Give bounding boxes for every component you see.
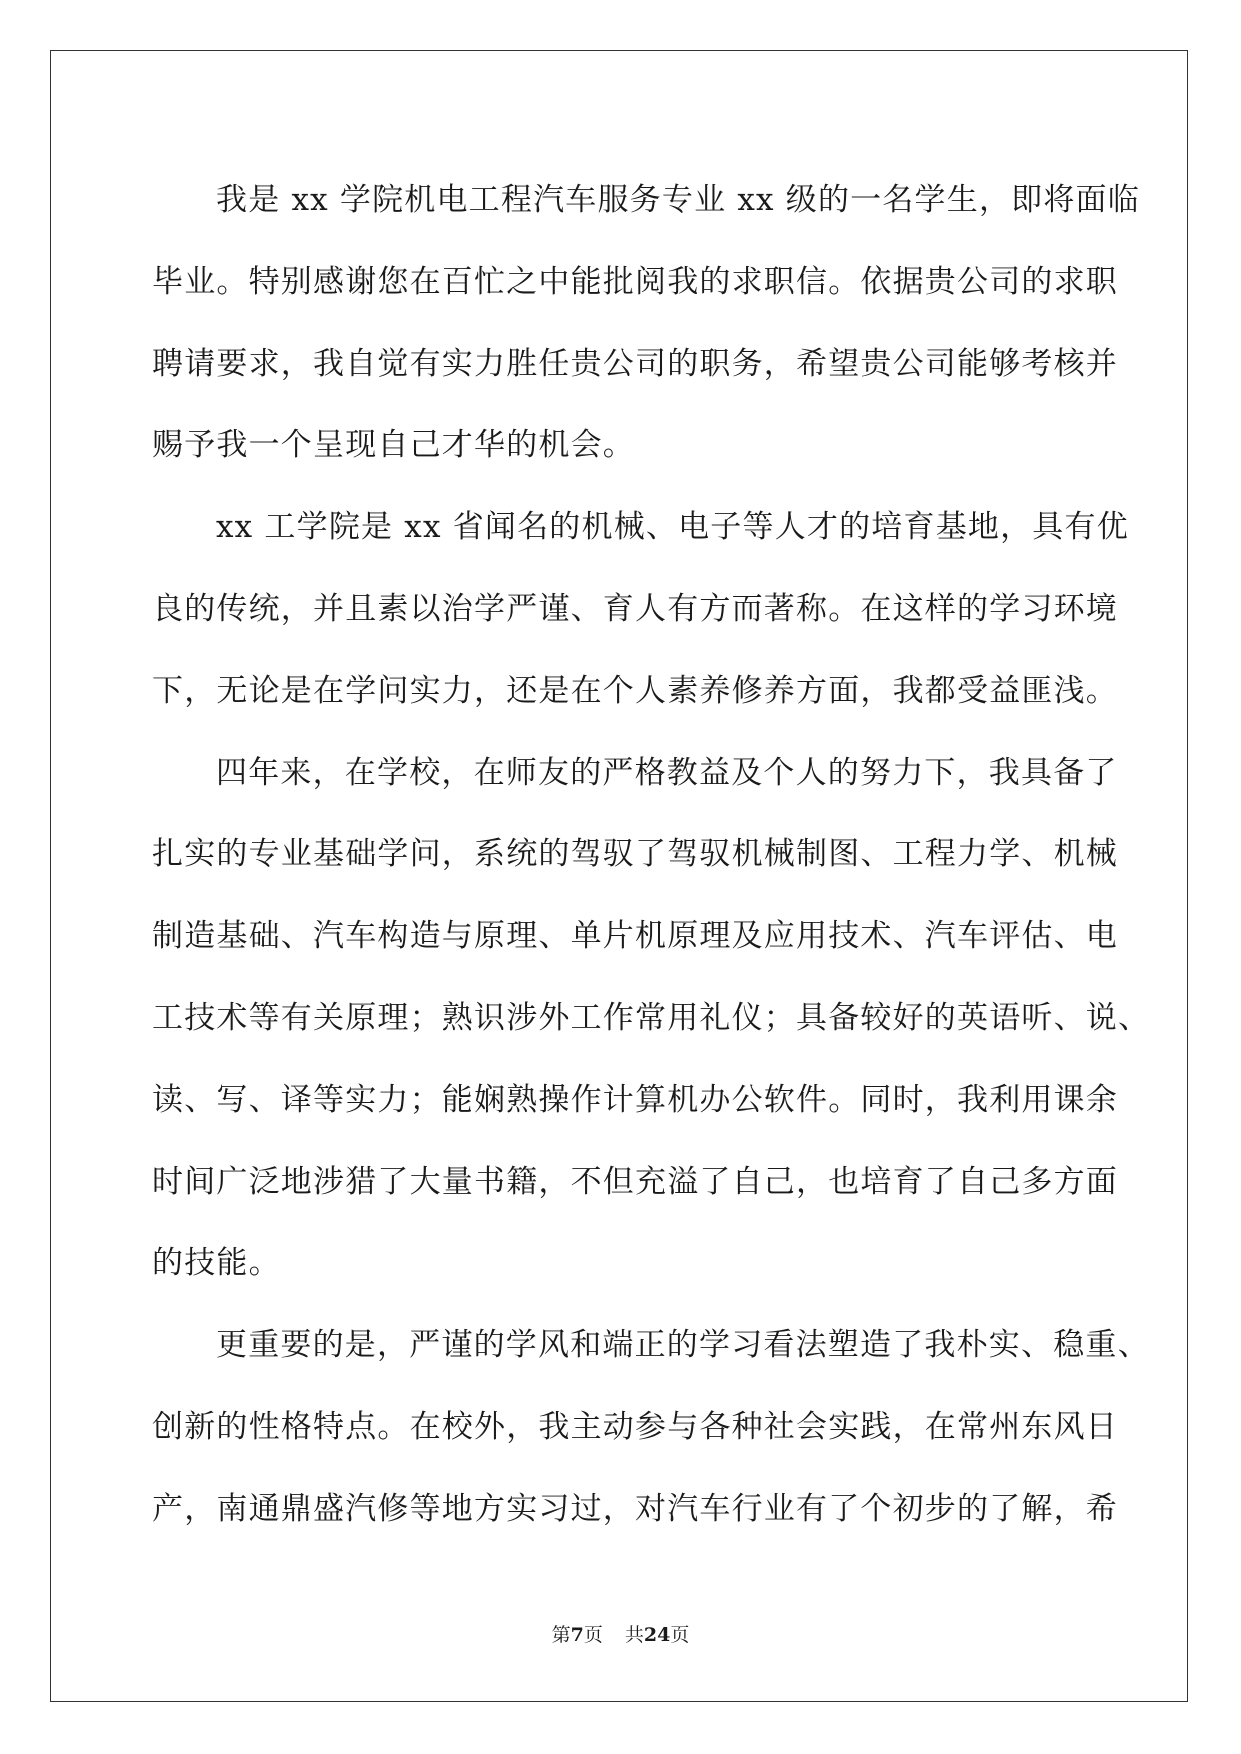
footer-page-suffix: 页: [583, 1624, 603, 1646]
text-line-15: 更重要的是，严谨的学风和端正的学习看法塑造了我朴实、稳重、: [216, 1327, 1150, 1364]
text-line-9: 扎实的专业基础学问，系统的驾驭了驾驭机械制图、工程力学、机械: [152, 836, 1118, 873]
text-line-2: 毕业。特别感谢您在百忙之中能批阅我的求职信。依据贵公司的求职: [152, 263, 1118, 300]
text-line-7: 下，无论是在学问实力，还是在个人素养修养方面，我都受益匪浅。: [152, 672, 1118, 709]
text-line-11: 工技术等有关原理；熟识涉外工作常用礼仪；具备较好的英语听、说、: [152, 999, 1151, 1036]
text-line-1: 我是 xx 学院机电工程汽车服务专业 xx 级的一名学生，即将面临: [216, 182, 1140, 218]
footer-total-prefix: 共: [624, 1624, 644, 1646]
text-line-10: 制造基础、汽车构造与原理、单片机原理及应用技术、汽车评估、电: [152, 918, 1118, 955]
footer-page-number: 7: [570, 1624, 584, 1646]
text-line-16: 创新的性格特点。在校外，我主动参与各种社会实践，在常州东风日: [152, 1408, 1118, 1445]
text-line-5: xx 工学院是 xx 省闻名的机械、电子等人才的培育基地，具有优: [216, 509, 1129, 546]
text-line-12: 读、写、译等实力；能娴熟操作计算机办公软件。同时，我利用课余: [152, 1081, 1118, 1118]
footer-total-pages: 24: [643, 1624, 671, 1646]
text-line-4: 赐予我一个呈现自己才华的机会。: [152, 427, 635, 464]
text-line-3: 聘请要求，我自觉有实力胜任贵公司的职务，希望贵公司能够考核并: [152, 345, 1118, 382]
text-line-6: 良的传统，并且素以治学严谨、育人有方而著称。在这样的学习环境: [152, 590, 1118, 627]
text-line-17: 产，南通鼎盛汽修等地方实习过，对汽车行业有了个初步的了解，希: [152, 1490, 1118, 1527]
footer-total-suffix: 页: [670, 1624, 690, 1646]
footer-page-prefix: 第: [551, 1624, 571, 1646]
body-text: [152, 160, 1151, 1551]
text-line-13: 时间广泛地涉猎了大量书籍，不但充溢了自己，也培育了自己多方面: [152, 1163, 1118, 1200]
text-line-8: 四年来，在学校，在师友的严格教益及个人的努力下，我具备了: [216, 754, 1118, 791]
text-line-14: 的技能。: [152, 1245, 281, 1282]
page-footer: [0, 1620, 1241, 1647]
